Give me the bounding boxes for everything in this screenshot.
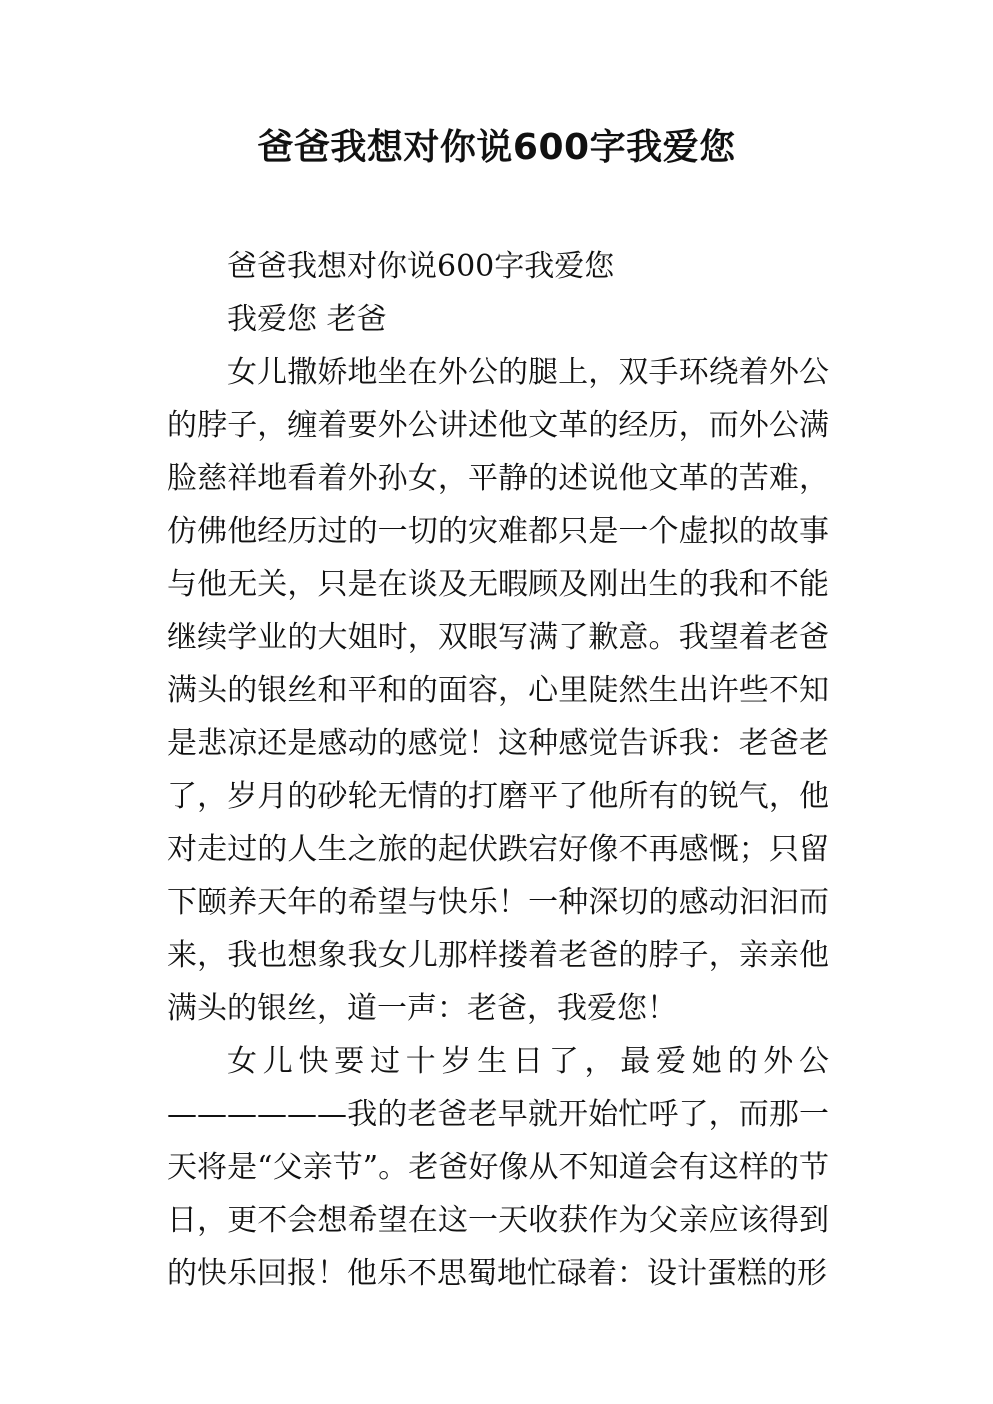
document-title: 爸爸我想对你说600字我爱您 [257, 127, 736, 168]
paragraph: 女儿快要过十岁生日了，最爱她的外公——————我的老爸老早就开始忙呼了，而那一天将是“父亲节”。老爸好像从不知道会有这样的节日，更不会想希望在这一天收获作为父亲应该得到的快乐回报！他乐不思蜀地忙碌着：设计蛋糕的形 [167, 1044, 829, 1291]
document-body [167, 240, 829, 1300]
paragraph: 爸爸我想对你说600字我爱您 [227, 249, 615, 284]
paragraph: 女儿撒娇地坐在外公的腿上，双手环绕着外公的脖子，缠着要外公讲述他文革的经历，而外公满脸慈祥地看着外孙女，平静的述说他文革的苦难，仿佛他经历过的一切的灾难都只是一个虚拟的故事与他无关，只是在谈及无暇顾及刚出生的我和不能继续学业的大姐时，双眼写满了歉意。我望着老爸满头的银丝和平和的面容，心里陡然生出许些不知是悲凉还是感动的感觉！这种感觉告诉我：老爸老了，岁月的砂轮无情的打磨平了他所有的锐气，他对走过的人生之旅的起伏跌宕好像不再感慨；只留下颐养天年的希望与快乐！一种深切的感动汩汩而来，我也想象我女儿那样搂着老爸的脖子，亲亲他满头的银丝，道一声：老爸，我爱您！ [167, 355, 829, 1026]
paragraph: 我爱您 老爸 [227, 302, 387, 337]
